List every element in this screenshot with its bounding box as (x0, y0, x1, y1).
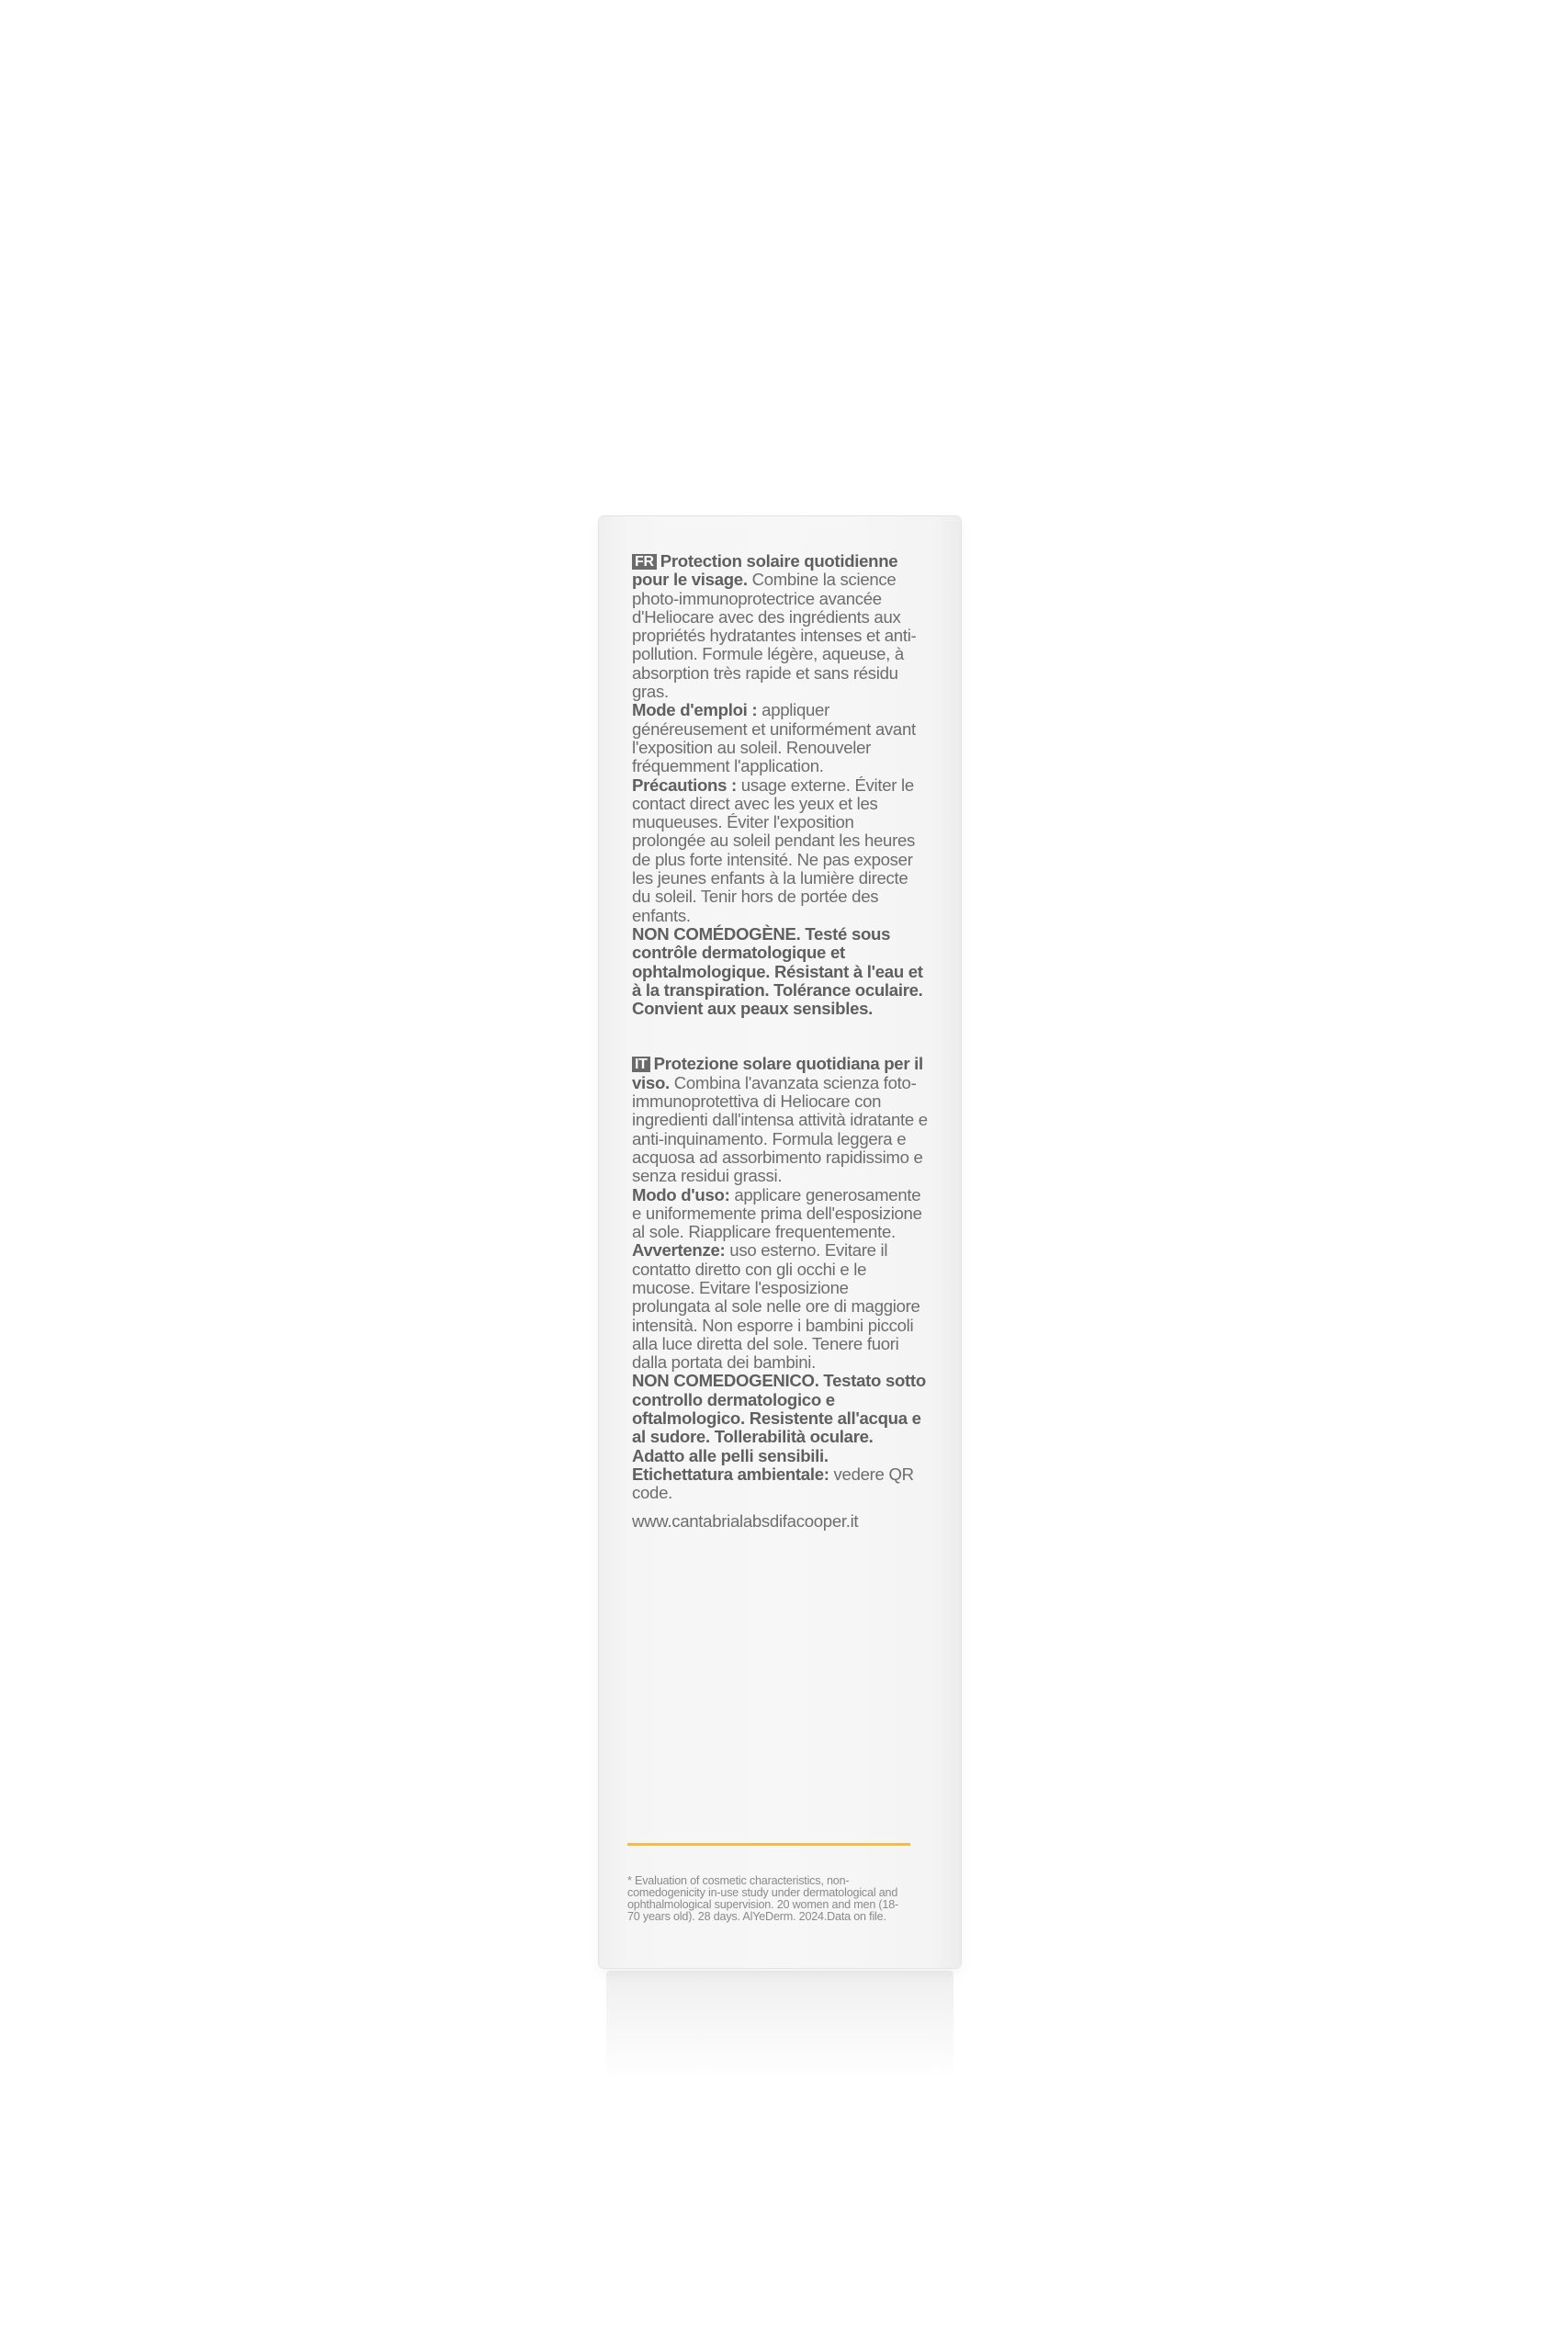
fr-precautions-text: usage externe. Éviter le contact direct avec les yeux et les muqueuses. Éviter l'exposition prolongée au soleil pendant les heures de plus forte intensité. Ne pas exposer les jeunes enfants à la lumière directe du soleil. Tenir hors de portée des enfants. (632, 775, 916, 925)
study-footnote: * Evaluation of cosmetic characteristics, non-comedogenicity in-use study under dermatological and ophthalmological supervision. 20 women and men (18-70 years old). 28 days. AlYeDerm. 2024.Data on file. (627, 1873, 899, 1924)
it-warnings-paragraph (632, 1241, 928, 1372)
it-labeling-label: Etichettatura ambientale: (632, 1464, 829, 1484)
fr-precautions-paragraph (632, 776, 928, 925)
it-intro-paragraph (632, 1055, 928, 1185)
it-claims-paragraph (632, 1372, 928, 1464)
fr-usage-paragraph (632, 701, 928, 775)
fr-claims-paragraph (632, 925, 928, 1018)
it-usage-label: Modo d'uso: (632, 1184, 730, 1204)
accent-divider (627, 1843, 910, 1846)
fr-usage-text: appliquer généreusement et uniformément avant l'exposition au soleil. Renouveler fréquemment l'application. (632, 700, 916, 776)
fr-language-tag: FR (632, 554, 657, 570)
it-language-tag: IT (632, 1057, 650, 1072)
it-labeling-paragraph (632, 1465, 928, 1503)
fr-intro-paragraph (632, 552, 928, 701)
fr-intro-text: Combine la science photo-immunoprotectrice avancée d'Heliocare avec des ingrédients aux propriétés hydratantes intenses et anti-pollution. Formule légère, aqueuse, à absorption très rapide et sans résidu gras. (632, 570, 917, 702)
fr-usage-label: Mode d'emploi : (632, 700, 758, 720)
it-usage-paragraph (632, 1186, 928, 1242)
website-url: www.cantabrialabsdifacooper.it (632, 1510, 859, 1531)
it-claims: NON COMEDOGENICO. Testato sotto controllo dermatologico e oftalmologico. Resistente all'acqua e al sudore. Tollerabilità oculare. Adatto alle pelli sensibili. (632, 1371, 926, 1465)
box-reflection (606, 1971, 953, 2081)
language-section-gap (632, 1018, 928, 1055)
it-labeling-text: vedere QR code. (632, 1464, 914, 1503)
it-intro-text: Combina l'avanzata scienza foto-immunoprotettiva di Heliocare con ingredienti dall'intensa attività idratante e anti-inquinamento. Formula leggera e acquosa ad assorbimento rapidissimo e senza residui grassi. (632, 1072, 928, 1186)
fr-precautions-label: Précautions : (632, 775, 737, 795)
fr-claims: NON COMÉDOGÈNE. Testé sous contrôle dermatologique et ophtalmologique. Résistant à l'eau et à la transpiration. Tolérance oculaire. Convient aux peaux sensibles. (632, 923, 923, 1019)
it-warnings-label: Avvertenze: (632, 1240, 726, 1261)
fr-intro-title: Protection solaire quotidienne pour le visage. (632, 551, 898, 590)
it-intro-title: Protezione solare quotidiana per il viso. (632, 1054, 923, 1092)
label-text-column (632, 552, 928, 1531)
it-usage-text: applicare generosamente e uniformemente prima dell'esposizione al sole. Riapplicare frequentemente. (632, 1184, 922, 1242)
it-warnings-text: uso esterno. Evitare il contatto diretto con gli occhi e le mucose. Evitare l'esposizione prolungata al sole nelle ore di maggiore intensità. Non esporre i bambini piccoli alla luce diretta del sole. Tenere fuori dalla portata dei bambini. (632, 1240, 920, 1373)
